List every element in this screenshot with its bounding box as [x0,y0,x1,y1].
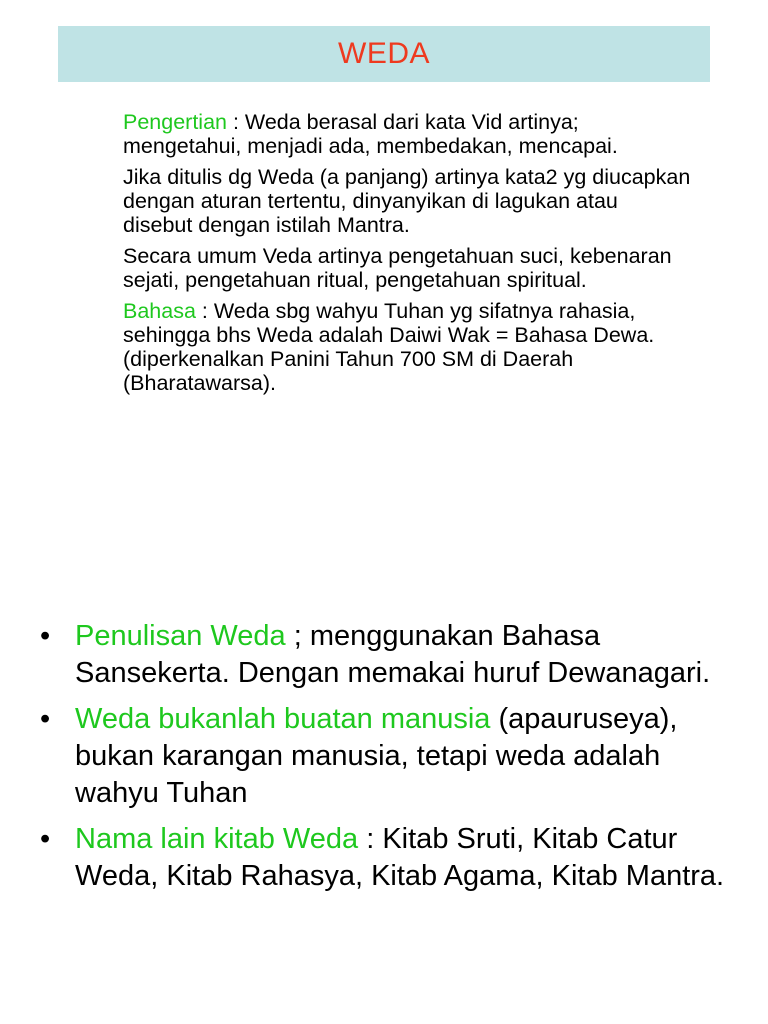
definition-paragraph [123,244,693,292]
list-item [38,618,738,692]
definition-term: Bahasa [123,299,196,323]
definition-text: Jika ditulis dg Weda (a panjang) artinya kata2 yg diucapkan dengan aturan tertentu, dinyanyikan di lagukan atau disebut dengan istilah Mantra. [123,165,691,237]
bullet-list [38,618,738,904]
definition-paragraph [123,165,693,237]
bullet-icon: • [40,620,51,652]
bullet-term: Weda bukanlah buatan manusia [75,703,491,735]
page-title: WEDA [338,37,430,70]
definition-term: Pengertian [123,110,227,134]
bullet-term: Nama lain kitab Weda [75,823,359,855]
definitions-section [123,110,693,402]
bullet-text: (apauruseya), bukan karangan manusia, tetapi weda adalah wahyu Tuhan [75,703,678,809]
bullet-term: Penulisan Weda [75,620,286,652]
bullet-icon: • [40,823,51,855]
definition-text: : Weda berasal dari kata Vid artinya; mengetahui, menjadi ada, membedakan, mencapai. [123,110,618,158]
bullet-icon: • [40,703,51,735]
definition-paragraph [123,110,693,158]
bullet-text: : Kitab Sruti, Kitab Catur Weda, Kitab Rahasya, Kitab Agama, Kitab Mantra. [75,823,725,892]
list-item [38,821,738,895]
bullet-text: ; menggunakan Bahasa Sansekerta. Dengan memakai huruf Dewanagari. [75,620,711,689]
definition-text: : Weda sbg wahyu Tuhan yg sifatnya rahasia, sehingga bhs Weda adalah Daiwi Wak = Bahasa Dewa. (diperkenalkan Panini Tahun 700 SM di Daerah (Bharatawarsa). [123,299,655,395]
list-item [38,701,738,812]
definition-text: Secara umum Veda artinya pengetahuan suci, kebenaran sejati, pengetahuan ritual, pengetahuan spiritual. [123,244,672,292]
definition-paragraph [123,299,693,395]
title-bar [58,26,710,82]
